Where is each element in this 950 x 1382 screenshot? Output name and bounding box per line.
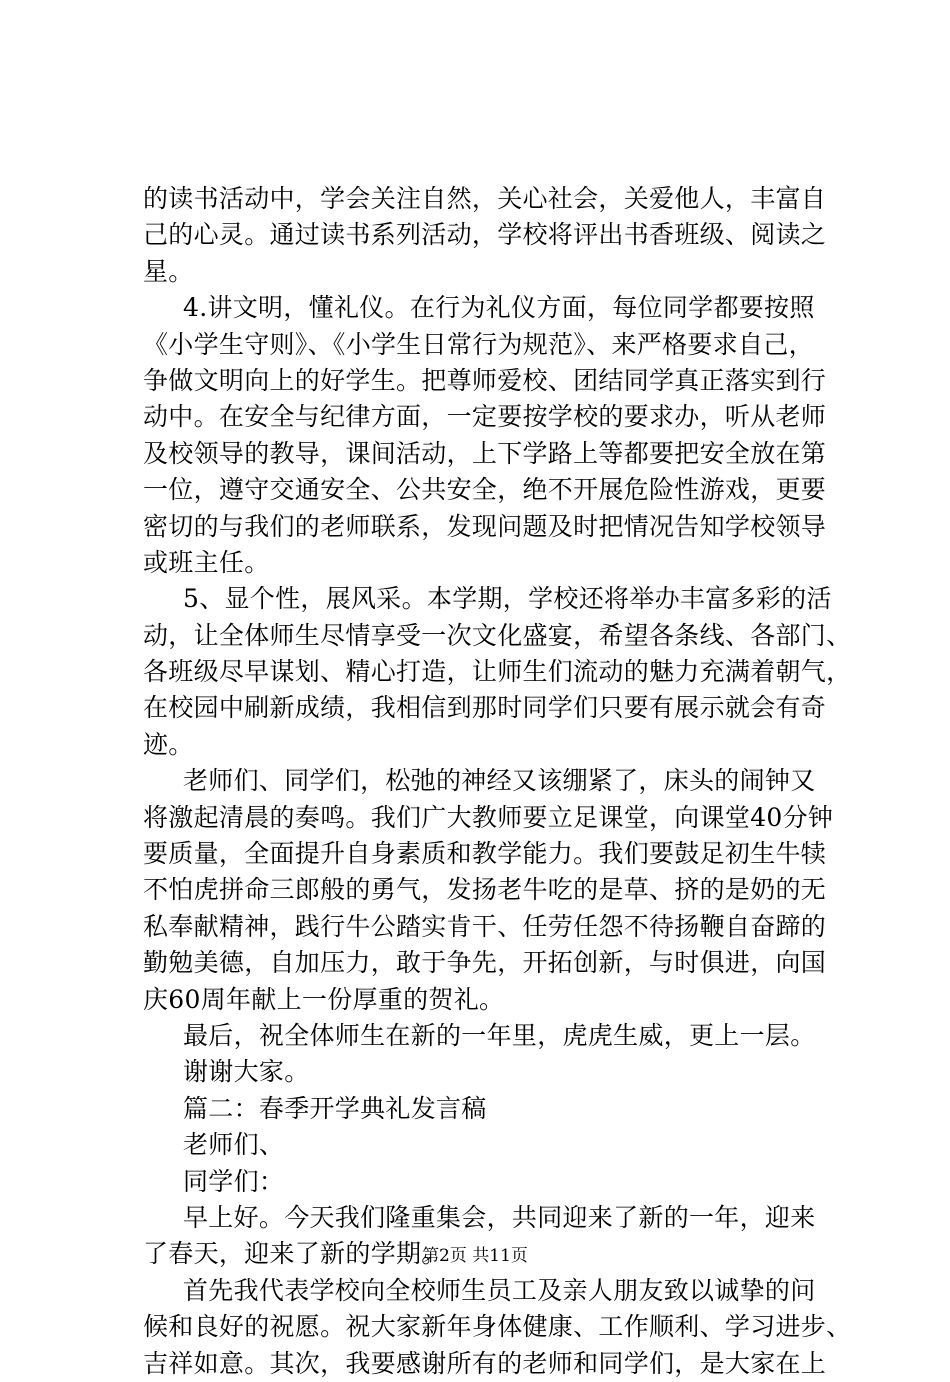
text-line: 争做文明向上的好学生。把尊师爱校、团结同学真正落实到行	[143, 365, 827, 395]
text-line: 星。	[143, 256, 194, 286]
page-footer: 第2页 共11页	[422, 1246, 528, 1266]
text-line: 及校领导的教导，课间活动，上下学路上等都要把安全放在第	[143, 438, 827, 468]
text-line: 或班主任。	[143, 547, 270, 577]
text-line: 私奉献精神，践行牛公踏实肯干、任劳任怨不待扬鞭自奋蹄的	[143, 911, 827, 941]
text-line: 篇二：春季开学典礼发言稿	[183, 1093, 487, 1123]
text-line: 最后，祝全体师生在新的一年里，虎虎生威，更上一层。	[183, 1020, 816, 1050]
text-line: 同学们：	[183, 1166, 285, 1196]
document-body	[143, 181, 852, 1382]
text-line: 《小学生守则》、《小学生日常行为规范》、来严格要求自己，	[143, 329, 814, 359]
text-line: 了春天，迎来了新的学期。	[143, 1239, 447, 1269]
text-line: 要质量，全面提升自身素质和教学能力。我们要鼓足初生牛犊	[143, 839, 827, 869]
text-line: 一位，遵守交通安全、公共安全，绝不开展危险性游戏，更要	[143, 475, 827, 505]
text-line: 早上好。今天我们隆重集会，共同迎来了新的一年，迎来	[183, 1202, 816, 1232]
text-line: 老师们、	[183, 1130, 285, 1160]
text-line: 5、显个性，展风采。本学期，学校还将举办丰富多彩的活	[183, 584, 832, 614]
text-line: 动中。在安全与纪律方面，一定要按学校的要求办，听从老师	[143, 402, 827, 432]
text-line: 各班级尽早谋划、精心打造，让师生们流动的魅力充满着朝气，	[143, 657, 852, 687]
text-line: 己的心灵。通过读书系列活动，学校将评出书香班级、阅读之	[143, 220, 827, 250]
text-line: 动，让全体师生尽情享受一次文化盛宴，希望各条线、各部门、	[143, 620, 852, 650]
text-line: 的读书活动中，学会关注自然，关心社会，关爱他人，丰富自	[143, 184, 827, 213]
text-line: 密切的与我们的老师联系，发现问题及时把情况告知学校领导	[143, 511, 827, 541]
text-line: 谢谢大家。	[183, 1057, 310, 1087]
text-line: 4.讲文明，懂礼仪。在行为礼仪方面，每位同学都要按照	[183, 293, 815, 323]
text-line: 吉祥如意。其次，我要感谢所有的老师和同学们，是大家在上	[143, 1348, 827, 1378]
text-line: 不怕虎拼命三郎般的勇气，发扬老牛吃的是草、挤的是奶的无	[143, 875, 827, 905]
text-line: 候和良好的祝愿。祝大家新年身体健康、工作顺利、学习进步、	[143, 1312, 852, 1342]
text-line: 勤勉美德，自加压力，敢于争先，开拓创新，与时俱进，向国	[143, 948, 827, 978]
text-line: 迹。	[143, 729, 194, 759]
text-line: 将激起清晨的奏鸣。我们广大教师要立足课堂，向课堂40分钟	[143, 802, 834, 832]
text-line: 首先我代表学校向全校师生员工及亲人朋友致以诚挚的问	[183, 1275, 816, 1305]
text-line: 在校园中刷新成绩，我相信到那时同学们只要有展示就会有奇	[143, 693, 827, 723]
text-line: 老师们、同学们，松弛的神经又该绷紧了，床头的闹钟又	[183, 766, 816, 796]
text-line: 庆60周年献上一份厚重的贺礼。	[143, 984, 505, 1014]
